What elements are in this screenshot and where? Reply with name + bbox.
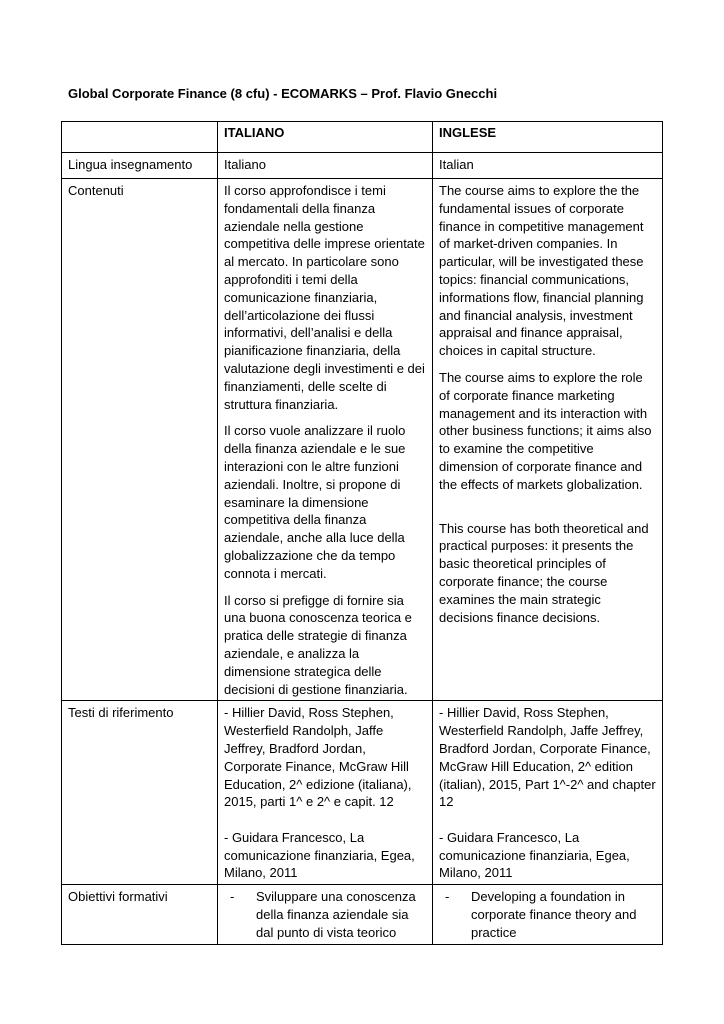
table-row-lingua: [62, 153, 663, 179]
header-empty-cell: [62, 122, 218, 153]
contenuti-en-cell: [433, 179, 663, 701]
obiettivi-label: Obiettivi formativi: [62, 885, 218, 944]
obiettivi-en-cell: [433, 885, 663, 944]
contenuti-it-paragraph-1: Il corso approfondisce i temi fondamentali della finanza aziendale nella gestione competitiva delle imprese orientate al mercato. In particolare sono approfonditi i temi della comunicazione finanziaria, dell’articolazione dei flussi informativi, dell’analisi e della pianificazione finanziaria, della valutazione degli investimenti e dei finanziamenti, delle scelte di struttura finanziaria.: [224, 183, 425, 412]
testi-en-reference-1: - Hillier David, Ross Stephen, Westerfield Randolph, Jaffe Jeffrey, Bradford Jordan, Corporate Finance, McGraw Hill Education, 2^ edition (italian), 2015, Part 1^-2^ and chapter 12: [439, 705, 656, 810]
document-title: Global Corporate Finance (8 cfu) - ECOMARKS – Prof. Flavio Gnecchi: [68, 86, 498, 101]
testi-label: Testi di riferimento: [62, 701, 218, 885]
contenuti-en-paragraph-1: The course aims to explore the the fundamental issues of corporate finance in competitive management of market-driven companies. In particular, will be investigated these topics: financial communications, informations flow, financial planning and financial analysis, investment appraisal and finance appraisal, choices in capital structure.: [439, 183, 644, 359]
lingua-label: Lingua insegnamento: [62, 153, 218, 179]
testi-en-reference-2: - Guidara Francesco, La comunicazione finanziaria, Egea, Milano, 2011: [439, 829, 630, 881]
contenuti-en-paragraph-3: This course has both theoretical and practical purposes: it presents the basic theoretical principles of corporate finance; the course examines the main strategic decisions finance decisions.: [439, 520, 649, 625]
header-italiano: ITALIANO: [218, 122, 433, 153]
obiettivi-en-list: [439, 888, 656, 941]
contenuti-label: Contenuti: [62, 179, 218, 701]
dash-bullet: -: [230, 889, 235, 905]
course-table: [61, 121, 663, 945]
dash-bullet: -: [445, 889, 450, 905]
list-item: [439, 888, 656, 941]
table-row-contenuti: [62, 179, 663, 701]
obiettivi-it-cell: [218, 885, 433, 944]
obiettivi-it-list: [224, 888, 426, 941]
lingua-en: Italian: [433, 153, 663, 179]
table-row-obiettivi: [62, 885, 663, 944]
contenuti-it-paragraph-3: Il corso si prefigge di fornire sia una buona conoscenza teorica e pratica delle strategie di finanza aziendale, e analizza la dimensione strategica delle decisioni di gestione finanziaria.: [224, 592, 412, 697]
header-inglese: INGLESE: [433, 122, 663, 153]
table-row-testi: [62, 701, 663, 885]
obiettivi-it-text: Sviluppare una conoscenza della finanza aziendale sia dal punto di vista teorico: [256, 889, 416, 940]
contenuti-it-paragraph-2: Il corso vuole analizzare il ruolo della finanza aziendale e le sue interazioni con le altre funzioni aziendali. Inoltre, si propone di esaminare la dimensione competitiva della finanza aziendale, anche alla luce della globalizzazione che da tempo connota i mercati.: [224, 423, 406, 581]
contenuti-en-paragraph-2: The course aims to explore the role of corporate finance marketing management and its interaction with other business functions; it aims also to examine the competitive dimension of corporate finance and the effects of markets globalization.: [439, 369, 652, 492]
contenuti-it-cell: [218, 179, 433, 701]
testi-it-reference-1: - Hillier David, Ross Stephen, Westerfield Randolph, Jaffe Jeffrey, Bradford Jordan, Corporate Finance, McGraw Hill Education, 2^ edizione (italiana), 2015, parti 1^ e 2^ e capit. 12: [224, 705, 412, 810]
testi-it-reference-2: - Guidara Francesco, La comunicazione finanziaria, Egea, Milano, 2011: [224, 829, 415, 881]
testi-it-cell: [218, 701, 433, 885]
obiettivi-en-text: Developing a foundation in corporate finance theory and practice: [471, 889, 637, 940]
table-header-row: [62, 122, 663, 153]
testi-en-cell: [433, 701, 663, 885]
lingua-it: Italiano: [218, 153, 433, 179]
list-item: [224, 888, 426, 941]
